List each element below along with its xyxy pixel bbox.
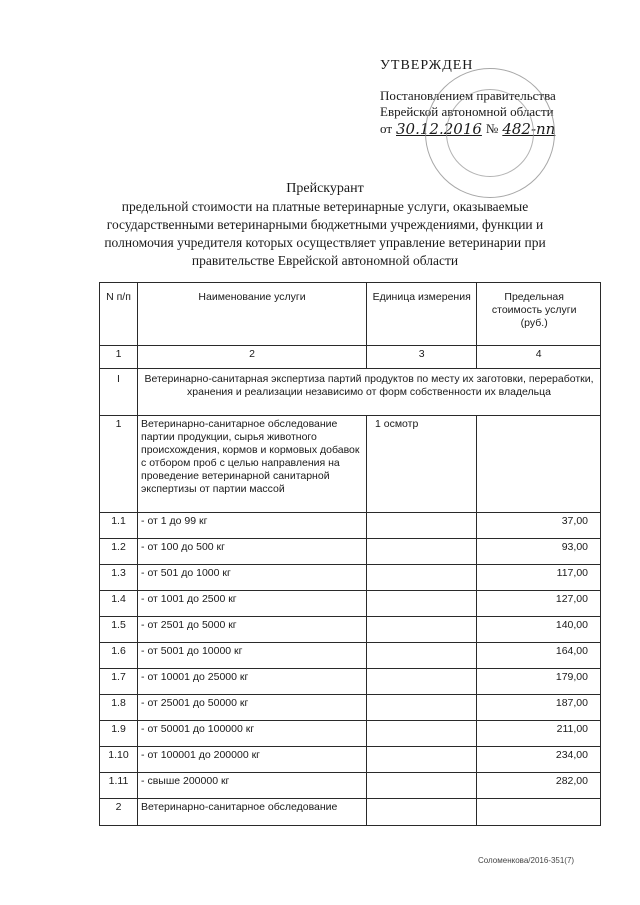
number-prefix: № bbox=[485, 121, 499, 136]
table-header-row bbox=[100, 283, 601, 346]
row-name: - от 100 до 500 кг bbox=[138, 539, 367, 565]
title-line-3: полномочия учредителя которых осуществляет управление ветеринарии при bbox=[104, 235, 546, 250]
row-price: 187,00 bbox=[477, 695, 601, 721]
item-price bbox=[477, 416, 601, 513]
handwritten-date: 30.12.2016 bbox=[396, 120, 482, 138]
approved-heading: УТВЕРЖДЕН bbox=[380, 58, 474, 73]
row-price: 93,00 bbox=[477, 539, 601, 565]
row-name: - от 25001 до 50000 кг bbox=[138, 695, 367, 721]
row-price: 211,00 bbox=[477, 721, 601, 747]
row-num: 1.1 bbox=[100, 513, 138, 539]
row-num: 1.5 bbox=[100, 617, 138, 643]
table-row bbox=[100, 565, 601, 591]
column-numbers-row bbox=[100, 346, 601, 369]
table-row bbox=[100, 643, 601, 669]
table-row bbox=[100, 591, 601, 617]
row-unit bbox=[366, 643, 476, 669]
section-row bbox=[100, 369, 601, 416]
item-name: Ветеринарно-санитарное обследование партии продукции, сырья животного происхождения, кормов и кормовых добавок с отбором проб с целью направления на проведение ветеринарной санитарной экспертизы от партии массой bbox=[138, 416, 367, 513]
approval-decree-line: Постановлением правительства bbox=[380, 88, 556, 103]
row-price: 282,00 bbox=[477, 773, 601, 799]
title-line-1: предельной стоимости на платные ветеринарные услуги, оказываемые bbox=[121, 199, 529, 214]
row-num: 1.6 bbox=[100, 643, 138, 669]
col-number: 3 bbox=[366, 346, 476, 369]
row-price: 37,00 bbox=[477, 513, 601, 539]
row-num: 1.8 bbox=[100, 695, 138, 721]
item-price bbox=[477, 799, 601, 826]
row-num: 1.9 bbox=[100, 721, 138, 747]
row-num: 1.11 bbox=[100, 773, 138, 799]
item-unit bbox=[366, 799, 476, 826]
row-unit bbox=[366, 721, 476, 747]
document-title bbox=[60, 180, 590, 270]
row-num: 1.4 bbox=[100, 591, 138, 617]
row-name: - от 10001 до 25000 кг bbox=[138, 669, 367, 695]
row-name: - от 50001 до 100000 кг bbox=[138, 721, 367, 747]
item-name: Ветеринарно-санитарное обследование bbox=[138, 799, 367, 826]
header-num: N п/п bbox=[100, 283, 138, 346]
item-num: 2 bbox=[100, 799, 138, 826]
row-unit bbox=[366, 669, 476, 695]
row-name: - от 2501 до 5000 кг bbox=[138, 617, 367, 643]
row-num: 1.2 bbox=[100, 539, 138, 565]
row-num: 1.10 bbox=[100, 747, 138, 773]
row-num: 1.7 bbox=[100, 669, 138, 695]
approval-date-line bbox=[380, 121, 610, 137]
row-unit bbox=[366, 773, 476, 799]
item-row bbox=[100, 416, 601, 513]
col-number: 2 bbox=[138, 346, 367, 369]
table-row bbox=[100, 773, 601, 799]
row-name: - от 5001 до 10000 кг bbox=[138, 643, 367, 669]
item-unit: 1 осмотр bbox=[366, 416, 476, 513]
row-name: - от 501 до 1000 кг bbox=[138, 565, 367, 591]
row-price: 127,00 bbox=[477, 591, 601, 617]
approval-block bbox=[380, 58, 610, 137]
row-name: - от 1001 до 2500 кг bbox=[138, 591, 367, 617]
header-price: Предельная стоимость услуги (руб.) bbox=[477, 283, 601, 346]
table-row bbox=[100, 617, 601, 643]
date-prefix: от bbox=[380, 121, 393, 136]
table-row bbox=[100, 721, 601, 747]
footer-code: Соломенкова/2016-351(7) bbox=[478, 856, 575, 865]
row-name: - свыше 200000 кг bbox=[138, 773, 367, 799]
title-line-4: правительстве Еврейской автономной области bbox=[191, 253, 459, 268]
table-row bbox=[100, 539, 601, 565]
table-row bbox=[100, 513, 601, 539]
row-price: 164,00 bbox=[477, 643, 601, 669]
title-line-2: государственными ветеринарными бюджетными учреждениями, функции и bbox=[106, 217, 544, 232]
row-unit bbox=[366, 747, 476, 773]
row-price: 234,00 bbox=[477, 747, 601, 773]
row-unit bbox=[366, 565, 476, 591]
row-unit bbox=[366, 513, 476, 539]
title-heading: Прейскурант bbox=[286, 181, 364, 196]
table-row bbox=[100, 669, 601, 695]
item-num: 1 bbox=[100, 416, 138, 513]
row-price: 117,00 bbox=[477, 565, 601, 591]
table-row bbox=[100, 747, 601, 773]
row-unit bbox=[366, 695, 476, 721]
row-name: - от 100001 до 200000 кг bbox=[138, 747, 367, 773]
row-num: 1.3 bbox=[100, 565, 138, 591]
row-unit bbox=[366, 617, 476, 643]
price-table bbox=[99, 282, 601, 826]
table-row bbox=[100, 695, 601, 721]
row-price: 140,00 bbox=[477, 617, 601, 643]
row-unit bbox=[366, 539, 476, 565]
col-number: 1 bbox=[100, 346, 138, 369]
row-unit bbox=[366, 591, 476, 617]
section-num: I bbox=[100, 369, 138, 416]
row-price: 179,00 bbox=[477, 669, 601, 695]
approval-region-line: Еврейской автономной области bbox=[380, 104, 554, 119]
section-text: Ветеринарно-санитарная экспертиза партий продуктов по месту их заготовки, переработки, хранения и реализации независимо от форм собственности их владельца bbox=[138, 369, 601, 416]
col-number: 4 bbox=[477, 346, 601, 369]
row-name: - от 1 до 99 кг bbox=[138, 513, 367, 539]
handwritten-number: 482-пп bbox=[502, 120, 556, 138]
header-unit: Единица измерения bbox=[366, 283, 476, 346]
header-name: Наименование услуги bbox=[138, 283, 367, 346]
item-row bbox=[100, 799, 601, 826]
